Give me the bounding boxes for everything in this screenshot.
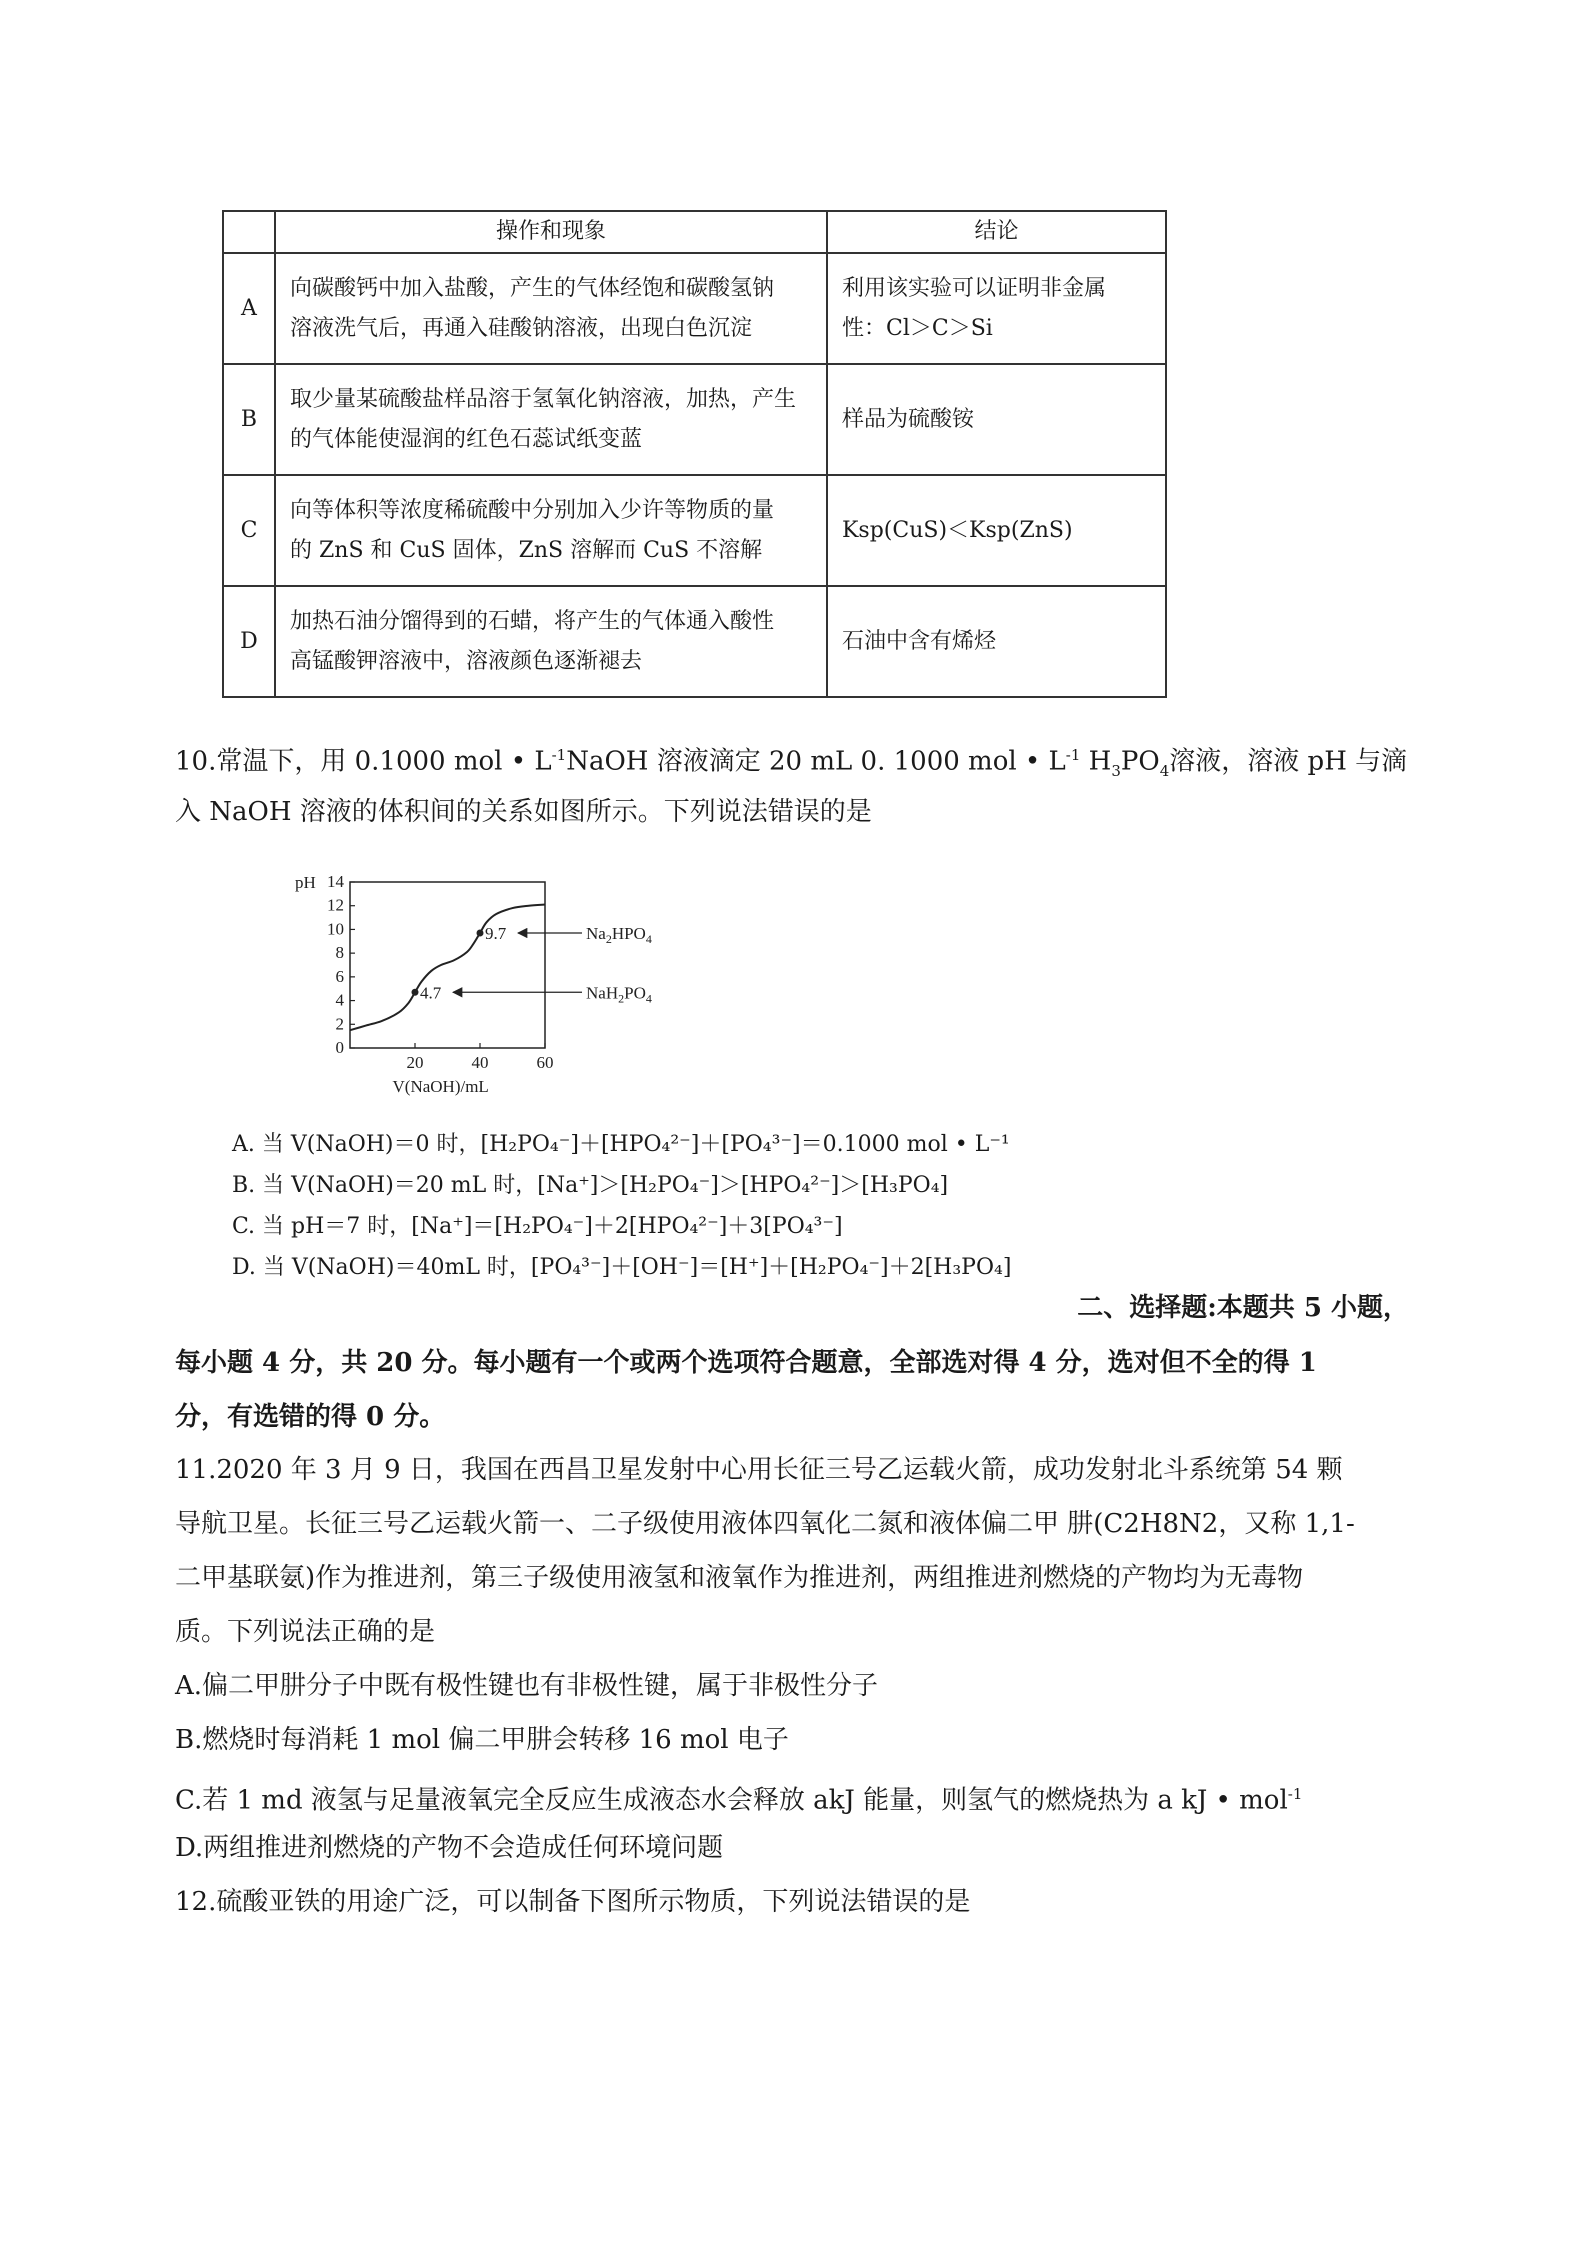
row-conclusion (827, 475, 1166, 586)
row-operation-line: 取少量某硫酸盐样品溶于氢氧化钠溶液，加热，产生 (290, 386, 797, 412)
row-option: C (223, 475, 275, 586)
q10-text: PO (1120, 746, 1160, 777)
y-tick-label: 6 (335, 966, 344, 986)
section2-line: 分，有选错的得 0 分。 (175, 1402, 446, 1432)
q12-line: 12.硫酸亚铁的用途广泛，可以制备下图所示物质，下列说法错误的是 (175, 1887, 971, 1917)
row-conclusion (827, 586, 1166, 697)
table-row (223, 253, 1166, 364)
row-operation-line: 向碳酸钙中加入盐酸，产生的气体经饱和碳酸氢钠 (290, 275, 775, 301)
q11-line: 质。下列说法正确的是 (175, 1617, 436, 1647)
section2-line: 每小题 4 分，共 20 分。每小题有一个或两个选项符合题意，全部选对得 4 分，选对但不全的得 1 (175, 1348, 1317, 1378)
q10-text: H (1080, 746, 1112, 777)
row-operation-line: 溶液洗气后，再通入硅酸钠溶液，出现白色沉淀 (290, 315, 753, 341)
q10-line1 (175, 738, 1407, 788)
q10-sub: 4 (1159, 761, 1170, 780)
row-conclusion-line: 石油中含有烯烃 (842, 628, 997, 654)
q10-sup: -1 (551, 746, 567, 764)
point-label: 9.7 (485, 923, 507, 943)
q10-line2: 入 NaOH 溶液的体积间的关系如图所示。下列说法错误的是 (175, 797, 872, 827)
row-operation-line: 的 ZnS 和 CuS 固体，ZnS 溶解而 CuS 不溶解 (290, 537, 763, 563)
equivalence-point (412, 989, 419, 996)
y-tick-label: 4 (335, 990, 344, 1010)
x-axis-label: V(NaOH)/mL (392, 1077, 489, 1096)
q10-text: 10.常温下，用 0.1000 mol • L (175, 746, 552, 777)
row-operation-line: 的气体能使湿润的红色石蕊试纸变蓝 (290, 426, 643, 452)
row-option: B (223, 364, 275, 475)
q11-option-c (175, 1777, 1302, 1818)
q11-line: 11.2020 年 3 月 9 日，我国在西昌卫星发射中心用长征三号乙运载火箭，成功发射北斗系统第 54 颗 (175, 1455, 1343, 1485)
table-row (223, 475, 1166, 586)
point-label: 4.7 (420, 983, 442, 1003)
table-header-row (223, 211, 1166, 253)
y-tick-label: 0 (335, 1038, 344, 1057)
x-tick-label: 60 (536, 1053, 554, 1072)
q10-option-b: B. 当 V(NaOH)＝20 mL 时，[Na⁺]＞[H₂PO₄⁻]＞[HPO₄²⁻]＞[H₃PO₄] (232, 1173, 949, 1198)
row-operation (275, 586, 827, 697)
q10-option-c: C. 当 pH＝7 时，[Na⁺]＝[H₂PO₄⁻]＋2[HPO₄²⁻]＋3[PO₄³⁻] (232, 1214, 843, 1239)
q10-sup: -1 (1065, 746, 1081, 764)
titration-curve (350, 905, 545, 1031)
row-conclusion-line: 利用该实验可以证明非金属 (842, 275, 1107, 301)
header-conclusion: 结论 (827, 211, 1166, 253)
row-conclusion (827, 364, 1166, 475)
q10-text: NaOH 溶液滴定 20 mL 0. 1000 mol • L (566, 746, 1066, 777)
equivalence-point (477, 929, 484, 936)
q11-option-a: A.偏二甲肼分子中既有极性键也有非极性键，属于非极性分子 (175, 1671, 879, 1701)
q10-option-d: D. 当 V(NaOH)＝40mL 时，[PO₄³⁻]＋[OH⁻]＝[H⁺]＋[H₂PO₄⁻]＋2[H₃PO₄] (232, 1255, 1012, 1280)
y-tick-label: 10 (327, 919, 344, 939)
y-tick-label: 8 (335, 943, 344, 963)
q11-line: 二甲基联氨)作为推进剂，第三子级使用液氢和液氧作为推进剂，两组推进剂燃烧的产物均为无毒物 (175, 1563, 1304, 1593)
q10-sub: 3 (1111, 761, 1121, 780)
q10-option-a: A. 当 V(NaOH)＝0 时，[H₂PO₄⁻]＋[HPO₄²⁻]＋[PO₄³⁻]＝0.1000 mol • L⁻¹ (232, 1132, 1010, 1157)
row-conclusion-line: Ksp(CuS)＜Ksp(ZnS) (842, 517, 1073, 543)
q11-option-c-sup: -1 (1287, 1785, 1303, 1803)
x-tick-label: 20 (406, 1053, 424, 1072)
header-operation: 操作和现象 (275, 211, 827, 253)
q11-option-b: B.燃烧时每消耗 1 mol 偏二甲肼会转移 16 mol 电子 (175, 1725, 789, 1755)
row-conclusion-line: 性：Cl＞C＞Si (842, 315, 993, 341)
q11-option-d: D.两组推进剂燃烧的产物不会造成任何环境问题 (175, 1833, 724, 1863)
row-option: D (223, 586, 275, 697)
row-conclusion (827, 253, 1166, 364)
experiment-table (222, 210, 1167, 698)
row-conclusion-line: 样品为硫酸铵 (842, 406, 975, 432)
q11-line: 导航卫星。长征三号乙运载火箭一、二子级使用液体四氧化二氮和液体偏二甲 肼(C2H8N2，又称 1,1- (175, 1509, 1355, 1539)
row-operation (275, 253, 827, 364)
row-operation-line: 高锰酸钾溶液中，溶液颜色逐渐褪去 (290, 648, 643, 674)
y-tick-label: 2 (335, 1014, 344, 1034)
species-label: $Na_2HPO_4$ (586, 923, 652, 946)
section2-title: 二、选择题:本题共 5 小题， (1077, 1293, 1409, 1323)
row-operation (275, 475, 827, 586)
y-axis-label: pH (295, 873, 316, 892)
y-tick-label: 12 (327, 895, 344, 915)
row-operation-line: 加热石油分馏得到的石蜡，将产生的气体通入酸性 (290, 608, 775, 634)
row-operation (275, 364, 827, 475)
q10-text: 溶液，溶液 pH 与滴 (1169, 746, 1408, 777)
header-option (223, 211, 275, 253)
table-row (223, 364, 1166, 475)
y-tick-label: 14 (327, 872, 344, 891)
q11-option-c-text: C.若 1 md 液氢与足量液氧完全反应生成液态水会释放 akJ 能量，则氢气的燃烧热为 a kJ • mol (175, 1785, 1288, 1816)
row-operation-line: 向等体积等浓度稀硫酸中分别加入少许等物质的量 (290, 497, 775, 523)
table-row (223, 586, 1166, 697)
species-label: $NaH_2PO_4$ (586, 983, 652, 1006)
titration-chart (290, 870, 670, 1100)
row-option: A (223, 253, 275, 364)
chart-annotations (412, 924, 652, 1005)
chart-ticks (327, 872, 554, 1072)
x-tick-label: 40 (471, 1053, 489, 1072)
